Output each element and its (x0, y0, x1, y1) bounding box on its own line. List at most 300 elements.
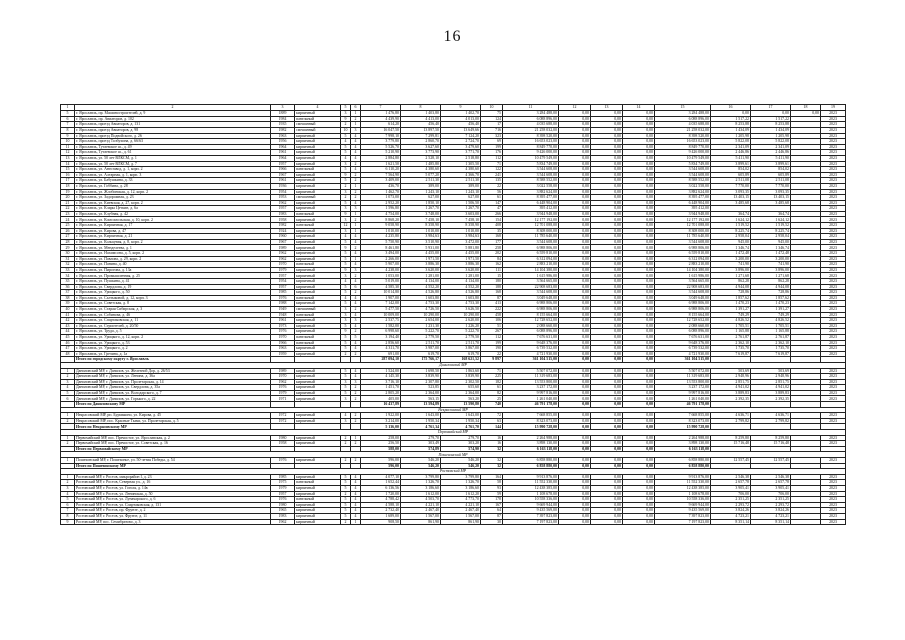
table-cell: 154 (481, 217, 503, 223)
table-cell: 2023 (821, 284, 846, 290)
table-cell: 10 290,00 (401, 312, 441, 318)
table-cell: 0,00 (591, 223, 623, 229)
table-cell: 3 839,90 (441, 374, 481, 380)
table-cell: 9 913 876,00 (503, 474, 559, 480)
table-cell: 11 552 330,00 (503, 480, 559, 486)
table-cell: кирпичный (295, 491, 341, 497)
table-cell: 144 (481, 424, 503, 430)
table-cell: панельный (295, 116, 341, 122)
table-cell: кирпичный (295, 368, 341, 374)
address-cell: г. Ярославль, ул. Киевская, д. 27, корп. 2 (75, 200, 271, 206)
table-cell: 2023 (821, 513, 846, 519)
table-cell: 1 950,34 (401, 418, 441, 424)
table-cell: 10 479 549,00 (503, 155, 559, 161)
table-cell: 0,00 (591, 262, 623, 268)
table-cell: 4 455,00 (441, 251, 481, 257)
table-cell: 2 546,38 (751, 474, 791, 480)
address-cell: г. Ярославль, ул. Урицкого, д. 12, корп. 2 (75, 334, 271, 340)
table-cell: кирпичный (295, 323, 341, 329)
table-cell: 6 (61, 116, 75, 122)
table-cell: 2023 (821, 441, 846, 447)
table-cell: 0,00 (559, 245, 591, 251)
table-cell: 20 (61, 195, 75, 201)
table-cell: 3 200,00 (711, 256, 751, 262)
table-cell: 3 889,83 (711, 390, 751, 396)
table-cell: 1 907,00 (361, 295, 401, 301)
table-cell: 84 (481, 256, 503, 262)
table-cell: 258 (481, 245, 503, 251)
table-cell: 5 907,00 (361, 262, 401, 268)
table-cell: 2 (351, 396, 361, 402)
table-cell: 3 824,26 (711, 508, 751, 514)
table-cell: 0,00 (559, 116, 591, 122)
table-cell: 6 312 094,00 (655, 256, 711, 262)
table-cell: 22 (61, 206, 75, 212)
table-cell: 2023 (821, 497, 846, 503)
table-cell: панельный (295, 334, 341, 340)
table-cell: 33 (61, 267, 75, 273)
table-cell: кирпичный (295, 413, 341, 419)
address-cell: г. Ярославль, ул. Кирпичная, д. 21 (75, 234, 271, 240)
address-cell: Даниловский МР, г. Данилов, ул. Ленина, д. 36а (75, 374, 271, 380)
table-cell: 9 (341, 116, 351, 122)
table-cell: 0,00 (591, 318, 623, 324)
table-cell: 4 013,00 (441, 116, 481, 122)
table-cell: 4 (351, 295, 361, 301)
table-cell: 0,00 (559, 379, 591, 385)
table-cell: 2 088 660,00 (503, 323, 559, 329)
table-cell: 862,28 (711, 279, 751, 285)
table-cell: 2 (351, 195, 361, 201)
table-cell: панельный (295, 167, 341, 173)
table-cell: 2 (351, 385, 361, 391)
table-cell: 12 177 192,00 (503, 217, 559, 223)
table-cell: кирпичный (295, 178, 341, 184)
table-cell: 2023 (821, 234, 846, 240)
table-cell: 1 010,00 (441, 228, 481, 234)
table-cell: 5 222,70 (441, 329, 481, 335)
table-cell: 2 511,08 (751, 178, 791, 184)
table-cell: кирпичный (295, 379, 341, 385)
table-cell: 178 (481, 497, 503, 503)
table-cell: 588,00 (361, 446, 401, 452)
table-cell: 303,49 (401, 441, 441, 447)
table-cell: 1964 (271, 144, 295, 150)
table-cell: 4 (351, 155, 361, 161)
table-cell: кирпичный (295, 351, 341, 357)
table-cell: 0,00 (559, 334, 591, 340)
table-cell: 0,00 (623, 122, 655, 128)
table-cell: 0,00 (623, 446, 655, 452)
table-cell: кирпичный (295, 273, 341, 279)
table-cell: 22 908 683,00 (503, 284, 559, 290)
table-cell: 279,70 (441, 435, 481, 441)
table-cell: 0,00 (623, 295, 655, 301)
address-cell: г. Ярославль, пр. Авиаторов, д. 102 (75, 116, 271, 122)
table-cell: 2 761,87 (751, 334, 791, 340)
table-cell: 0,00 (591, 435, 623, 441)
table-row (61, 519, 846, 525)
table-cell: 5 (341, 144, 351, 150)
table-cell: 2023 (821, 312, 846, 318)
table-cell: 2 (61, 441, 75, 447)
table-cell: 2023 (821, 144, 846, 150)
table-cell: 1961 (271, 318, 295, 324)
table-cell: 4 (351, 279, 361, 285)
table-cell: 180 (481, 279, 503, 285)
column-number-cell: 18 (791, 105, 821, 111)
table-cell: 4 826,52 (711, 318, 751, 324)
table-cell: 1967 (271, 239, 295, 245)
table-cell: 0,00 (623, 267, 655, 273)
table-cell: 5 (61, 390, 75, 396)
address-cell: г. Ярославль, ул. Гоббина, д. 28 (75, 183, 271, 189)
table-cell: 0,00 (559, 418, 591, 424)
table-cell: 1 462,70 (361, 189, 401, 195)
table-cell: 2 732,40 (361, 508, 401, 514)
table-cell: 0,00 (623, 144, 655, 150)
table-cell: 32 (481, 463, 503, 469)
table-cell: 0,00 (559, 217, 591, 223)
table-cell: 111 (481, 267, 503, 273)
table-cell: 3 896,00 (711, 267, 751, 273)
table-cell: 4 721 930,00 (655, 351, 711, 357)
table-cell: 3 214,00 (361, 418, 401, 424)
table-cell: 46 (61, 340, 75, 346)
column-number-cell: 6 (351, 105, 361, 111)
table-cell: 2 952,20 (361, 200, 401, 206)
address-cell: г. Ярославль, ул. Пирогова, д. 13а (75, 267, 271, 273)
table-cell: 2023 (821, 329, 846, 335)
table-cell: 32 (61, 262, 75, 268)
table-cell: 0,00 (591, 200, 623, 206)
table-cell: 21 (61, 200, 75, 206)
table-cell: 31 (61, 256, 75, 262)
table-cell: 11 552 330,00 (655, 480, 711, 486)
table-cell: 25 (481, 396, 503, 402)
table-cell: 0,00 (591, 284, 623, 290)
table-cell: 1 346,74 (711, 245, 751, 251)
table-cell: 2023 (821, 267, 846, 273)
table-cell: 0,00 (623, 458, 655, 464)
table-cell: 1 (61, 435, 75, 441)
table-cell: 3 882 624,00 (503, 189, 559, 195)
table-cell: 605,89 (711, 172, 751, 178)
table-cell: панельный (295, 480, 341, 486)
table-cell: 3 905,41 (751, 485, 791, 491)
table-cell: 0,00 (623, 256, 655, 262)
table-cell: 8 358,90 (441, 223, 481, 229)
table-cell: кирпичный (295, 144, 341, 150)
table-cell: 241 (481, 172, 503, 178)
table-cell: 0,00 (623, 178, 655, 184)
table-cell: 3 (341, 379, 351, 385)
table-cell: 12 (341, 223, 351, 229)
address-cell: г. Ярославль, ул. Кольцевая, д. 8, корп. 2 (75, 239, 271, 245)
table-cell: 0,00 (591, 446, 623, 452)
table-cell: 1 (351, 183, 361, 189)
table-cell: 3 773,90 (401, 150, 441, 156)
address-cell: г. Ярославль, ул. Павлова, д. 29, корп. 2 (75, 256, 271, 262)
table-cell: 4 (351, 485, 361, 491)
table-cell: 15 716,48 (711, 441, 751, 447)
table-cell: 1 567,00 (441, 513, 481, 519)
table-cell: 3 544 608,00 (503, 290, 559, 296)
table-cell: 1 971,50 (401, 256, 441, 262)
table-cell: 1 567,00 (401, 513, 441, 519)
table-cell: 0,00 (559, 463, 591, 469)
table-cell: 4 (351, 502, 361, 508)
table-cell: 1988 (271, 301, 295, 307)
table-cell: 1961 (271, 178, 295, 184)
table-cell: 4 721 930,00 (503, 351, 559, 357)
table-cell: 9 (341, 245, 351, 251)
address-cell: г. Ярославль, ул. Урицкого, д. 50 (75, 290, 271, 296)
table-cell: 2 266,00 (361, 256, 401, 262)
table-cell: 0,00 (623, 217, 655, 223)
table-cell: 2023 (821, 111, 846, 117)
table-cell: 1 010,00 (401, 228, 441, 234)
table-cell: 7 676 631,00 (655, 334, 711, 340)
table-cell: 1971 (271, 396, 295, 402)
table-cell: 6 988 806,00 (503, 306, 559, 312)
table-cell: 7 397 823,00 (655, 513, 711, 519)
column-number-cell: 1 (61, 105, 75, 111)
table-cell: 176 (481, 150, 503, 156)
table-cell: 4 944,08 (711, 284, 751, 290)
table-cell: 1954 (271, 279, 295, 285)
table-cell: 2 657,78 (751, 480, 791, 486)
table-cell: 0,00 (591, 485, 623, 491)
table-cell: 5 411,90 (751, 155, 791, 161)
table-cell: 0,00 (591, 502, 623, 508)
table-cell: 5 (341, 239, 351, 245)
table-cell: 1 205,98 (711, 133, 751, 139)
table-cell: 1989 (271, 245, 295, 251)
table-cell: 3 (341, 306, 351, 312)
table-cell: смешанный (295, 306, 341, 312)
table-cell: 0,00 (623, 435, 655, 441)
table-cell: 3 886,30 (441, 262, 481, 268)
table-cell: 188 (481, 284, 503, 290)
table-cell: 3 544 608,00 (655, 290, 711, 296)
address-cell: Некрасовский МР, рп. Бурмакино, ул. Кирова, д. 45 (75, 413, 271, 419)
table-cell: 0,00 (623, 223, 655, 229)
table-cell: 7 (61, 508, 75, 514)
table-cell: 2 467,40 (441, 508, 481, 514)
table-cell: 4 238,00 (361, 267, 401, 273)
table-cell: 9 (341, 329, 351, 335)
table-cell: 4 (351, 480, 361, 486)
table-cell: 3 022 558,00 (503, 183, 559, 189)
table-cell: 1957 (271, 284, 295, 290)
table-cell: 5 (61, 497, 75, 503)
table-cell: 2023 (821, 485, 846, 491)
table-cell: 5 077,20 (401, 172, 441, 178)
table-cell: 1 281,00 (441, 273, 481, 279)
table-cell: 2 528,10 (401, 155, 441, 161)
table-cell: 8 (61, 513, 75, 519)
table-cell: 13 553 800,00 (503, 379, 559, 385)
table-cell: 6 858 880,00 (655, 458, 711, 464)
table-cell: 7 564,90 (361, 172, 401, 178)
column-number-cell: 17 (751, 105, 791, 111)
table-cell: 6 088 896,00 (655, 116, 711, 122)
table-cell: 1967 (271, 172, 295, 178)
table-cell: 2 860,70 (401, 139, 441, 145)
table-cell: 199 (481, 340, 503, 346)
table-cell: 1985 (271, 474, 295, 480)
table-cell: 2 (351, 161, 361, 167)
table-cell: 0,00 (591, 133, 623, 139)
table-cell: кирпичный (295, 284, 341, 290)
table-cell: 1 (61, 413, 75, 419)
table-cell: 0,00 (559, 497, 591, 503)
table-cell: 7 197 823,00 (503, 519, 559, 525)
table-cell: 1 267,70 (401, 206, 441, 212)
table-cell: 0,00 (591, 239, 623, 245)
table-cell: 9 648 376,00 (655, 340, 711, 346)
table-cell: 12 701 088,00 (655, 223, 711, 229)
table-cell: 56 (481, 189, 503, 195)
table-cell: 1962 (271, 379, 295, 385)
table-cell: 1 603,80 (401, 295, 441, 301)
table-cell: 1954 (271, 189, 295, 195)
table-cell: 147 (481, 200, 503, 206)
table-cell: 46 791 178,00 (503, 402, 559, 408)
table-cell: 4 552,20 (441, 284, 481, 290)
table-cell: 6 559 810,00 (655, 251, 711, 257)
table-cell: 0,00 (623, 418, 655, 424)
table-cell: 5 019,00 (361, 279, 401, 285)
address-cell: Даниловский МР, г. Данилов, ул. Володарского, д. 7 (75, 390, 271, 396)
table-cell: 0,00 (559, 485, 591, 491)
table-cell: 4 (351, 234, 361, 240)
table-cell: 0,00 (591, 379, 623, 385)
table-cell: 45 (61, 334, 75, 340)
table-cell: 2 (351, 290, 361, 296)
column-number-cell: 2 (75, 105, 271, 111)
table-cell: 0,00 (591, 150, 623, 156)
table-cell: 3 626,50 (441, 306, 481, 312)
table-cell: 0,00 (591, 178, 623, 184)
table-cell: 691,00 (361, 351, 401, 357)
table-cell: 8 323 073,00 (503, 418, 559, 424)
table-cell: 4 077,10 (361, 474, 401, 480)
table-cell: 741,90 (751, 262, 791, 268)
table-cell: 0,00 (591, 390, 623, 396)
table-cell: 2 (61, 374, 75, 380)
table-cell: 5 (61, 111, 75, 117)
table-cell: 6 448 904,00 (503, 200, 559, 206)
table-cell: 1 (351, 519, 361, 525)
table-cell: 6 088 896,00 (503, 329, 559, 335)
table-cell: 4 (351, 200, 361, 206)
table-cell: 2 (351, 351, 361, 357)
table-cell: 47 (481, 206, 503, 212)
table-cell: 1960 (271, 234, 295, 240)
table-cell: 7 (61, 122, 75, 128)
address-cell: г. Ярославль, ул. Салтыковой, д. 12, корп. 3 (75, 295, 271, 301)
table-cell: 0,00 (623, 239, 655, 245)
table-cell: 8 259,80 (751, 435, 791, 441)
table-cell: 16 (481, 441, 503, 447)
table-cell: 706,00 (711, 491, 751, 497)
table-cell: 13 897,50 (401, 127, 441, 133)
table-cell: 5 (341, 290, 351, 296)
table-cell: 42 (61, 318, 75, 324)
table-cell: 0,00 (559, 329, 591, 335)
table-cell: 6 312 094,00 (503, 256, 559, 262)
table-cell: 3 510,90 (401, 239, 441, 245)
table-cell: смешанный (295, 195, 341, 201)
table-cell: кирпичный (295, 301, 341, 307)
table-body (61, 105, 846, 525)
table-cell: 0,00 (591, 334, 623, 340)
table-cell: 0,00 (591, 306, 623, 312)
table-cell: 3 284 488,00 (503, 111, 559, 117)
table-cell: 8 253,88 (711, 122, 751, 128)
table-cell: кирпичный (295, 228, 341, 234)
table-cell: 605,89 (751, 172, 791, 178)
table-cell: 0,00 (559, 155, 591, 161)
table-cell: 0,00 (623, 463, 655, 469)
column-number-cell: 14 (623, 105, 655, 111)
table-cell: 4 134,00 (441, 279, 481, 285)
table-cell: панельный (295, 497, 341, 503)
table-cell: 2 364,00 (401, 390, 441, 396)
address-cell: г. Ярославль, Тутаевское ш., д. 61 (75, 150, 271, 156)
table-cell: 7 142,00 (361, 301, 401, 307)
table-cell: 162 (481, 262, 503, 268)
table-cell: 2 (341, 519, 351, 525)
address-cell: г. Ярославль, ул. Пушкина, д. 41 (75, 279, 271, 285)
table-cell: 1976 (271, 458, 295, 464)
table-cell: 13 594,89 (401, 402, 441, 408)
table-cell: 8 588 552,00 (503, 178, 559, 184)
table-cell: 3 867,00 (441, 346, 481, 352)
table-cell: панельный (295, 223, 341, 229)
table-cell: 0,00 (559, 195, 591, 201)
table-cell: кирпичный (295, 502, 341, 508)
table-cell: 11 319 683,00 (503, 374, 559, 380)
table-cell: 15 990 728,00 (503, 424, 559, 430)
table-cell: 2023 (821, 480, 846, 486)
table-cell: 11 785 640,00 (503, 234, 559, 240)
table-cell: 1 (351, 223, 361, 229)
table-cell: 0,00 (751, 111, 791, 117)
table-cell: 8 849 770,00 (503, 144, 559, 150)
table-cell: 13 590,80 (441, 402, 481, 408)
address-cell: Итого по Пошехонскому МР (75, 463, 271, 469)
table-cell: 3 544 608,00 (655, 167, 711, 173)
table-cell: 4 455,00 (401, 251, 441, 257)
column-number-cell: 15 (655, 105, 711, 111)
table-cell: 2023 (821, 239, 846, 245)
page-number: 16 (443, 28, 462, 45)
table-cell: 0,00 (591, 155, 623, 161)
table-cell: 1958 (271, 217, 295, 223)
table-cell: 1970 (271, 262, 295, 268)
table-cell: 17 (61, 178, 75, 184)
table-cell: 3 022 558,00 (655, 183, 711, 189)
table-cell: 0,00 (591, 374, 623, 380)
table-cell: 908,50 (361, 519, 401, 525)
table-cell: 3 771,70 (441, 150, 481, 156)
table-cell: 14 104 380,00 (503, 267, 559, 273)
table-cell: 199 (481, 144, 503, 150)
table-cell: 5 (341, 256, 351, 262)
